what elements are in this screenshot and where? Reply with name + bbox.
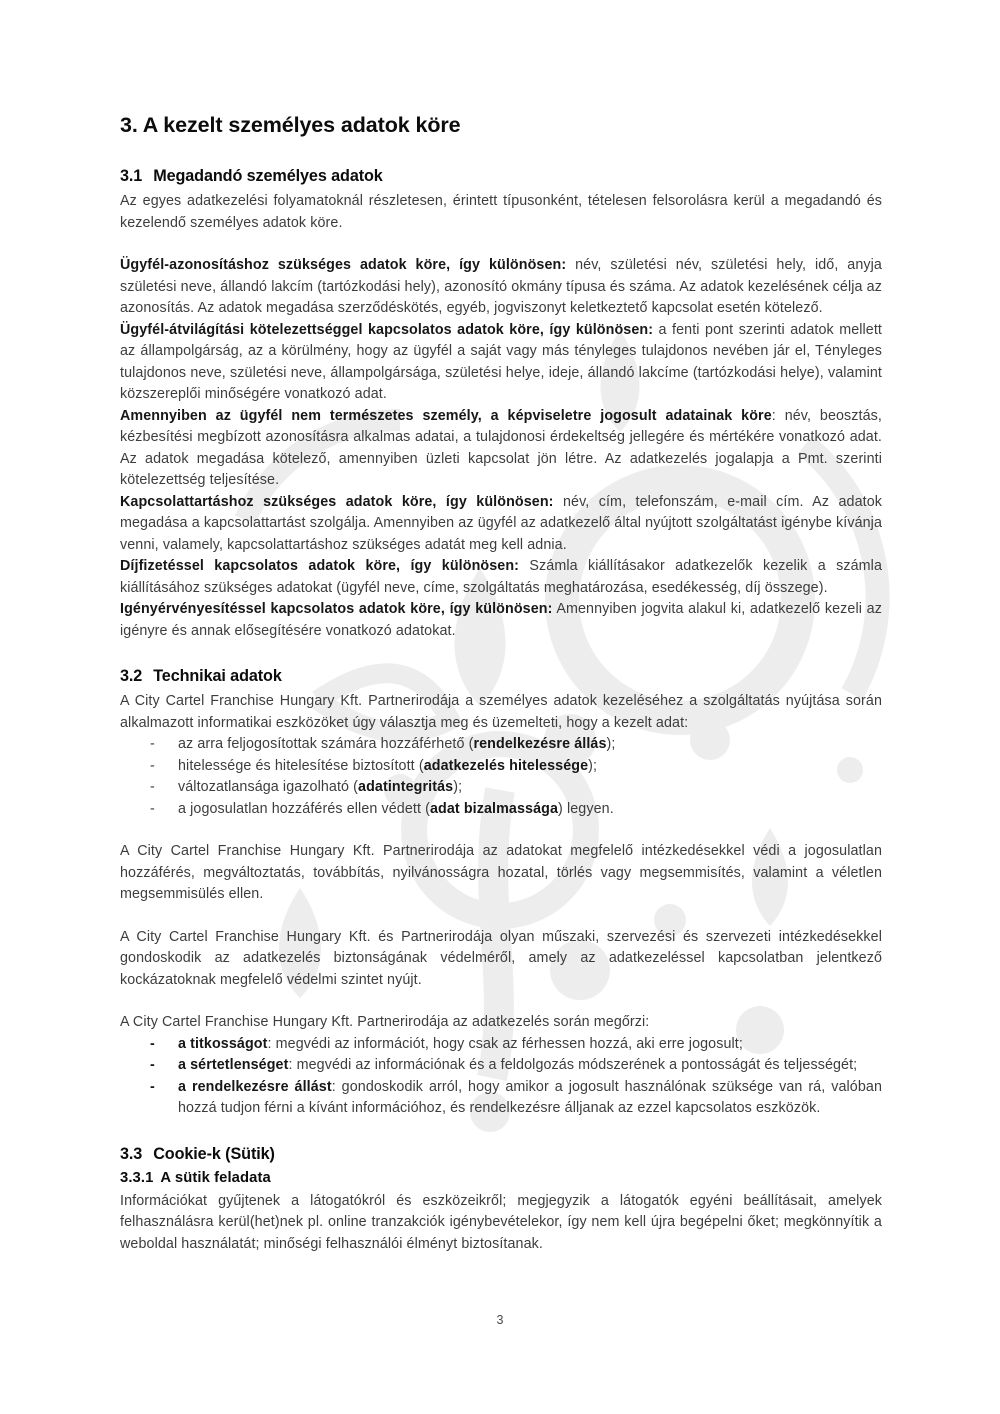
list-item-term: adat bizalmassága (429, 800, 559, 817)
subsection-heading-3-3-1 (120, 1169, 882, 1188)
paragraph-lead: Ügyfél-azonosításhoz szükséges adatok köre, így különösen: (120, 257, 567, 273)
paragraph-lead: Amennyiben az ügyfél nem természetes személy, a képviseletre jogosult adatainak köre (120, 407, 772, 424)
list-item-text: az arra feljogosítottak számára hozzáférhető ( (178, 736, 474, 752)
list-item-text: ) legyen. (558, 800, 614, 817)
data-scope-paragraph (120, 406, 882, 492)
list-item-text: ); (588, 757, 598, 774)
section-intro: Az egyes adatkezelési folyamatoknál részletesen, érintett típusonként, tételesen felsorolásra kerül a megadandó és kezelendő személyes adatok köre. (120, 193, 882, 231)
list-item-term: rendelkezésre állás (473, 736, 607, 752)
section-cookiek (120, 1144, 882, 1256)
paragraph-text: Amennyiben jogvita alakul ki, adatkezelő kezeli az igényre és annak elősegítésére vonatkozó adatokat. (120, 601, 882, 639)
paragraph-text: név, születési név, születési hely, idő, anyja születési neve, állandó lakcím (tartózkodási hely), azonosító okmány típusa és száma. Az adatok kezelésének célja az azonosítás. Az adatok megadása szerződéskötés, egyéb, jogviszonyt keletkeztető kapcsolat esetén kötelező. (120, 257, 882, 316)
data-scope-paragraph (120, 556, 882, 599)
dash-marker: - (150, 1078, 155, 1095)
list-item-term: adatkezelés hitelessége (423, 757, 589, 774)
dash-marker: - (150, 779, 155, 795)
section-heading-3-2 (120, 666, 882, 686)
body-paragraph: A City Cartel Franchise Hungary Kft. és Partnerirodája olyan műszaki, szervezési és szervezeti intézkedésekkel gondoskodik az adatkezelés biztonságának védelméről, amely az adatkezeléssel kapcsolatban jelentkező kockázatoknak megfelelő védelmi szintet nyújt. (120, 928, 882, 988)
section-title: Technikai adatok (153, 667, 282, 685)
section-title: Megadandó személyes adatok (153, 167, 383, 185)
data-scope-paragraph (120, 492, 882, 557)
list-item-text: ); (606, 736, 616, 752)
dash-marker: - (150, 1035, 155, 1052)
page-number: 3 (496, 1313, 504, 1327)
subsection-number: 3.3.1 (120, 1169, 154, 1186)
guarantee-list-item (120, 1055, 882, 1077)
guarantee-list-item (120, 1077, 882, 1120)
section-number: 3.3 (120, 1144, 143, 1163)
data-scope-paragraph (120, 255, 882, 320)
guarantee-text: : megvédi az információt, hogy csak az férhessen hozzá, aki erre jogosult; (267, 1035, 743, 1052)
data-scope-paragraph (120, 320, 882, 406)
dash-marker: - (150, 1057, 155, 1073)
paragraph-lead: Díjfizetéssel kapcsolatos adatok köre, így különösen: (120, 558, 520, 574)
list-item-text: ); (453, 779, 463, 795)
dash-marker: - (150, 800, 155, 817)
body-paragraph: A City Cartel Franchise Hungary Kft. Partnerirodája az adatokat megfelelő intézkedésekkel védi a jogosulatlan hozzáférés, megváltoztatás, továbbítás, nyilvánosságra hozatal, törlés vagy megsemmisítés, valamint a véletlen megsemmisülés ellen. (120, 843, 882, 902)
section-number: 3.1 (120, 167, 143, 185)
guarantee-text: : megvédi az információnak és a feldolgozás módszerének a pontosságát és teljességét; (288, 1057, 858, 1073)
section-heading-3-3 (120, 1144, 882, 1164)
paragraph-text: név, cím, telefonszám, e-mail cím. Az adatok megadása a kapcsolattartást szolgálja. Amennyiben az ügyfél az adatkezelő által nyújtott szolgáltatást igénybe kívánja venni, valamely, kapcsolattartáshoz szükséges adatát meg kell adnia. (120, 493, 883, 553)
dash-marker: - (150, 736, 155, 752)
guarantee-list-item (120, 1034, 882, 1056)
paragraph-lead: Ügyfél-átvilágítási kötelezettséggel kapcsolatos adatok köre, így különösen: (120, 321, 654, 338)
paragraph-text: Számla kiállításakor adatkezelők kezelik a számla kiállításához szükséges adatokat (ügyfél neve, címe, szolgáltatás meghatározása, esedékesség, díj összege). (120, 558, 882, 596)
paragraph-lead: Kapcsolattartáshoz szükséges adatok köre, így különösen: (120, 493, 554, 510)
list-item (120, 799, 882, 821)
guarantee-term: a rendelkezésre állást (178, 1078, 332, 1095)
list-item-term: adatintegritás (358, 779, 454, 795)
paragraph-text: : név, beosztás, kézbesítési megbízott azonosításra alkalmas adatai, a tulajdonosi érdekeltség jellegére és mértékére vonatkozó adat. Az adatok megadása kötelező, amennyiben üzleti kapcsolat jön létre. Az adatkezelés jogalapja a Pmt. szerinti kötelezettség teljesítése. (120, 407, 882, 488)
section-heading-3-1 (120, 166, 882, 186)
guarantee-text: : gondoskodik arról, hogy amikor a jogosult használónak szüksége van rá, valóban hozzá tudjon férni a kívánt információhoz, és rendelkezésre álljanak az ezzel kapcsolatos eszközök. (178, 1078, 882, 1116)
list-item-text: hitelessége és hitelesítése biztosított ( (178, 757, 424, 774)
section-technikai-adatok (120, 666, 882, 1120)
section-intro: A City Cartel Franchise Hungary Kft. Partnerirodája a személyes adatok kezeléséhez a szolgáltatás nyújtása során alkalmazott informatikai eszközöket úgy választja meg és üzemelteti, hogy a kezelt adat: (120, 693, 882, 731)
guarantee-term: a sértetlenséget (178, 1057, 289, 1073)
section-title: Cookie-k (Sütik) (153, 1144, 275, 1163)
paragraph-text: a fenti pont szerinti adatok mellett az állampolgárság, az a körülmény, hogy az ügyfél a saját vagy más tényleges tulajdonos nevében jár el, Tényleges tulajdonos neve, születési neve, állampolgársága, születési helye, ideje, állandó lakcíme (tartózkodási helye), valamint közszereplői minőségére vonatkozó adat. (120, 321, 883, 402)
data-scope-paragraph (120, 599, 882, 642)
page-title: 3. A kezelt személyes adatok köre (120, 113, 461, 137)
body-paragraph: A City Cartel Franchise Hungary Kft. Partnerirodája az adatkezelés során megőrzi: (120, 1014, 650, 1030)
list-item-text: változatlansága igazolható ( (178, 779, 359, 795)
paragraph-lead: Igényérvényesítéssel kapcsolatos adatok köre, így különösen: (120, 601, 553, 617)
list-item (120, 777, 882, 799)
guarantee-term: a titkosságot (178, 1035, 268, 1052)
subsection-title: A sütik feladata (160, 1169, 271, 1186)
dash-marker: - (150, 757, 155, 774)
section-number: 3.2 (120, 667, 143, 685)
list-item (120, 756, 882, 778)
list-item-text: a jogosulatlan hozzáférés ellen védett ( (178, 800, 430, 817)
list-item (120, 734, 882, 756)
body-paragraph: Információkat gyűjtenek a látogatókról és eszközeikről; megjegyzik a látogatók egyéni beállításait, amelyek felhasználásra kerül(het)nek pl. online tranzakciók igénybevételekor, így nem kell újra begépelni őket; megkönnyítik a weboldal használatát; minőségi felhasználói élményt biztosítanak. (120, 1192, 882, 1252)
section-megadando-szemelyes-adatok (120, 166, 882, 642)
